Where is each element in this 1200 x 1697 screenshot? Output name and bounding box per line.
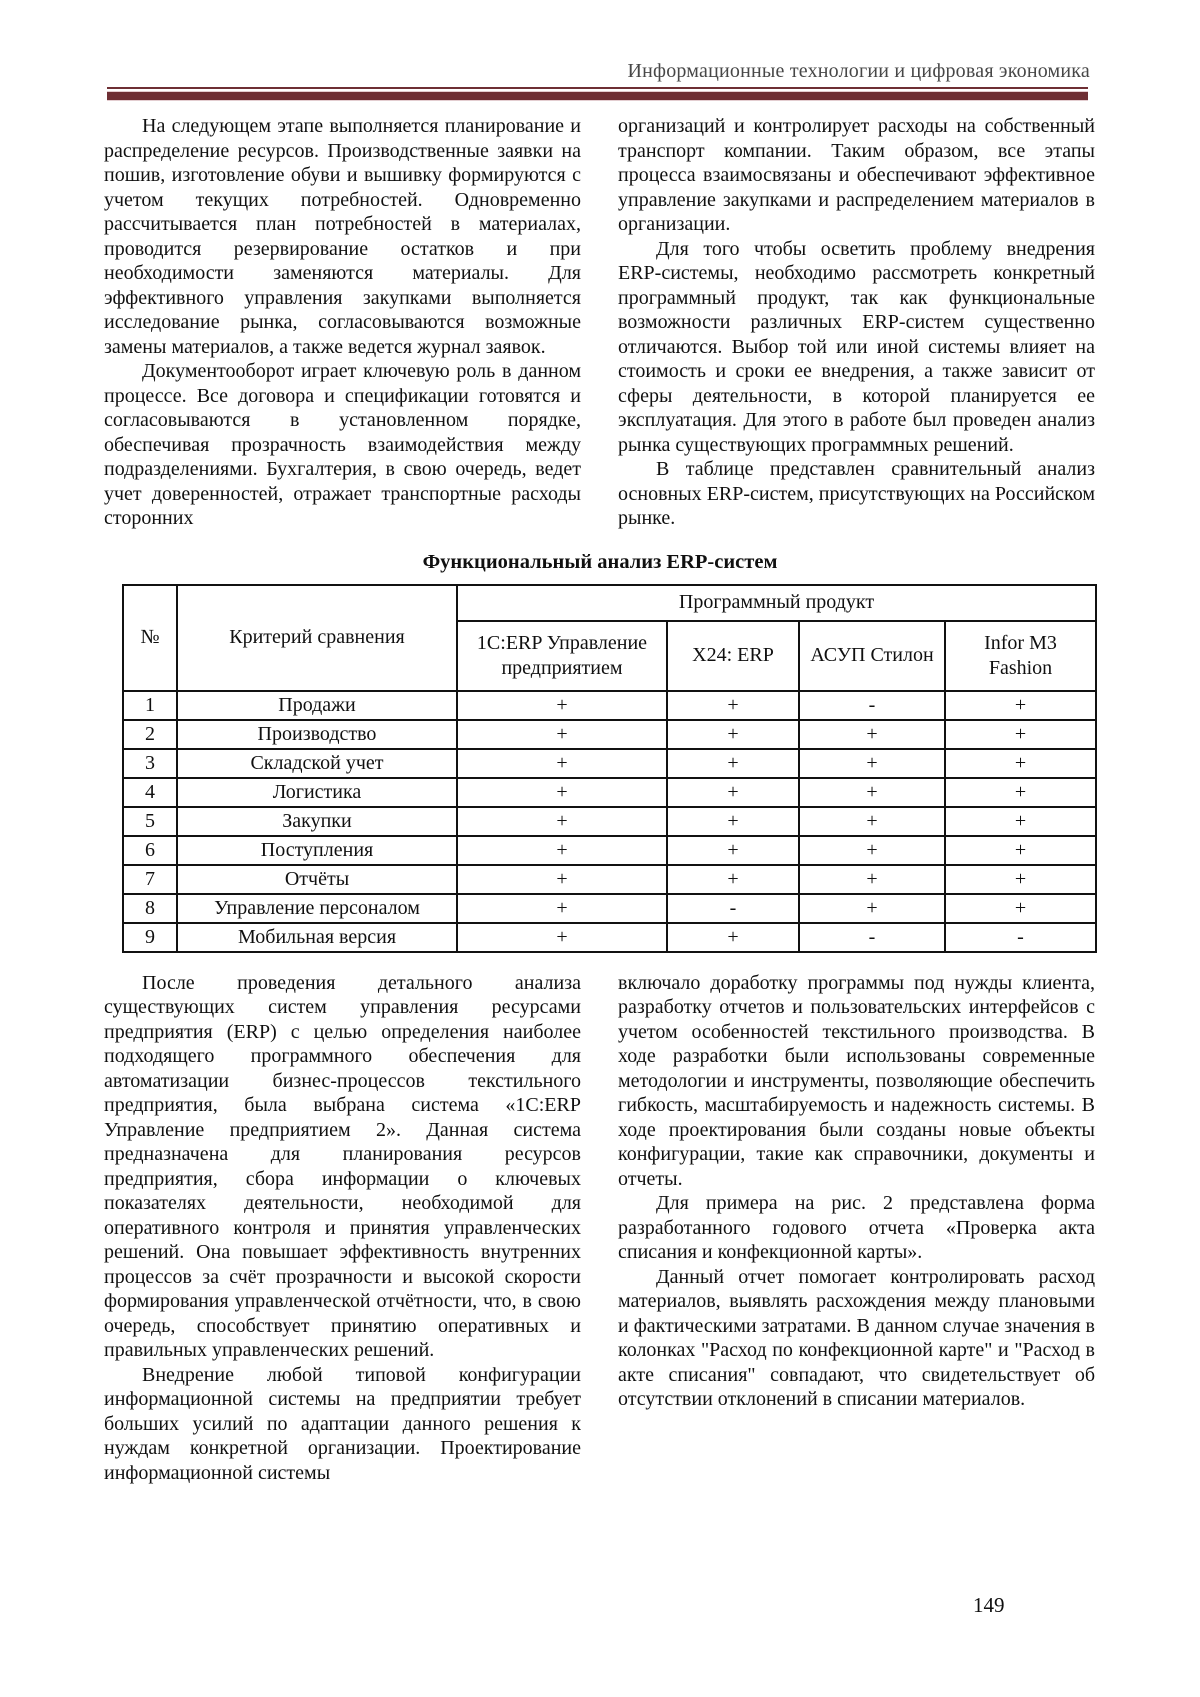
column-header-infor-m3: Infor M3 Fashion — [945, 621, 1096, 691]
top-right-column — [618, 114, 1095, 531]
table-row — [123, 836, 1096, 865]
table-cell: Поступления — [177, 836, 457, 865]
table-row — [123, 749, 1096, 778]
table-title: Функциональный анализ ERP-систем — [422, 550, 778, 573]
table-cell: + — [457, 691, 667, 720]
table-cell: 4 — [123, 778, 177, 807]
table-cell: - — [799, 923, 945, 952]
column-header-x24-erp: X24: ERP — [667, 621, 799, 691]
top-text-section — [104, 114, 1096, 531]
table-cell: + — [945, 691, 1096, 720]
table-cell: + — [667, 691, 799, 720]
table-cell: + — [667, 923, 799, 952]
table-cell: Складской учет — [177, 749, 457, 778]
table-cell: Логистика — [177, 778, 457, 807]
table-row — [123, 865, 1096, 894]
table-header-group-row — [123, 585, 1096, 621]
header-rule-thick-bar — [107, 91, 1088, 101]
table-cell: + — [457, 807, 667, 836]
header-rule — [107, 87, 1088, 101]
table-cell: + — [799, 865, 945, 894]
table-cell: 1 — [123, 691, 177, 720]
table-cell: + — [945, 894, 1096, 923]
column-header-1c-erp: 1С:ERP Управление предприятием — [457, 621, 667, 691]
table-cell: Производство — [177, 720, 457, 749]
table-cell: + — [457, 749, 667, 778]
table-cell: + — [457, 894, 667, 923]
table-cell: 6 — [123, 836, 177, 865]
table-cell: 9 — [123, 923, 177, 952]
paragraph: Данный отчет помогает контролировать расход материалов, выявлять расхождения между плановыми и фактическими затратами. В данном случае значения в колонках "Расход по конфекционной карте" и "Расход в акте списания" совпадают, что свидетельствует об отсутствии отклонений в списании материалов. — [618, 1265, 1095, 1410]
bottom-left-column — [104, 971, 581, 1486]
table-row — [123, 807, 1096, 836]
table-row — [123, 923, 1096, 952]
paragraph: Внедрение любой типовой конфигурации информационной системы на предприятии требует больших усилий по адаптации данного решения к нуждам конкретной организации. Проектирование информационной системы — [104, 1363, 581, 1484]
table-cell: Мобильная версия — [177, 923, 457, 952]
column-header-criterion: Критерий сравнения — [177, 585, 457, 691]
table-cell: + — [945, 807, 1096, 836]
table-cell: 5 — [123, 807, 177, 836]
table-row — [123, 778, 1096, 807]
bottom-text-section — [104, 971, 1096, 1486]
table-cell: 7 — [123, 865, 177, 894]
paragraph: Для того чтобы осветить проблему внедрения ERP-системы, необходимо рассмотреть конкретный программный продукт, так как функциональные возможности различных ERP-систем существенно отличаются. Выбор той или иной системы влияет на стоимость и сроки ее внедрения, а также зависит от сферы деятельности, в которой планируется ее эксплуатация. Для этого в работе был проведен анализ рынка существующих программных решений. — [618, 237, 1095, 456]
table-cell: Продажи — [177, 691, 457, 720]
table-cell: + — [799, 807, 945, 836]
bottom-right-column — [618, 971, 1095, 1486]
table-cell: Управление персоналом — [177, 894, 457, 923]
table-cell: + — [945, 720, 1096, 749]
table-cell: Отчёты — [177, 865, 457, 894]
running-head: Информационные технологии и цифровая экономика — [627, 60, 1090, 82]
paragraph: После проведения детального анализа существующих систем управления ресурсами предприятия (ERP) с целью определения наиболее подходящего программного обеспечения для автоматизации бизнес-процессов текстильного предприятия, была выбрана система «1С:ERP Управление предприятием 2». Данная система предназначена для планирования ресурсов предприятия, сбора информации о ключевых показателях деятельности, необходимой для оперативного контроля и принятия управленческих решений. Она повышает эффективность внутренних процессов за счёт прозрачности и высокой скорости формирования управленческой отчётности, что, в свою очередь, способствует принятию оперативных и правильных управленческих решений. — [104, 971, 581, 1361]
table-cell: + — [457, 865, 667, 894]
table-cell: - — [667, 894, 799, 923]
table-cell: + — [667, 807, 799, 836]
paragraph: включало доработку программы под нужды клиента, разработку отчетов и пользовательских интерфейсов с учетом особенностей текстильного производства. В ходе разработки были использованы современные методологии и инструменты, позволяющие обеспечить гибкость, масштабируемость и надежность системы. В ходе проектирования были созданы новые объекты конфигурации, такие как справочники, документы и отчеты. — [618, 971, 1095, 1190]
column-header-number: № — [123, 585, 177, 691]
table-cell: + — [799, 749, 945, 778]
table-row — [123, 894, 1096, 923]
top-left-column — [104, 114, 581, 531]
table-cell: + — [667, 749, 799, 778]
erp-comparison-table — [122, 584, 1097, 953]
table-cell: 2 — [123, 720, 177, 749]
paragraph: организаций и контролирует расходы на собственный транспорт компании. Таким образом, все этапы процесса взаимосвязаны и обеспечивают эффективное управление закупками и распределением материалов в организации. — [618, 115, 1095, 235]
paragraph: В таблице представлен сравнительный анализ основных ERP-систем, присутствующих на Российском рынке. — [618, 458, 1095, 529]
table-cell: + — [667, 720, 799, 749]
table-cell: Закупки — [177, 807, 457, 836]
table-cell: + — [457, 836, 667, 865]
paragraph: На следующем этапе выполняется планирование и распределение ресурсов. Производственные заявки на пошив, изготовление обуви и вышивку формируются с учетом текущих потребностей. Одновременно рассчитывается план потребностей в материалах, проводится резервирование остатков и при необходимости заменяются материалы. Для эффективного управления закупками выполняется исследование рынка, согласовываются возможные замены материалов, а также ведется журнал заявок. — [104, 115, 581, 358]
table-cell: + — [945, 836, 1096, 865]
table-row — [123, 691, 1096, 720]
table-cell: + — [457, 923, 667, 952]
paragraph: Для примера на рис. 2 представлена форма разработанного годового отчета «Проверка акта списания и конфекционной карты». — [618, 1192, 1095, 1263]
table-cell: - — [799, 691, 945, 720]
table-cell: + — [945, 865, 1096, 894]
table-cell: 3 — [123, 749, 177, 778]
table-cell: + — [799, 720, 945, 749]
page-content — [104, 114, 1096, 1485]
table-cell: + — [667, 836, 799, 865]
table-row — [123, 720, 1096, 749]
table-cell: + — [799, 778, 945, 807]
table-cell: + — [945, 749, 1096, 778]
table-cell: + — [457, 778, 667, 807]
column-header-asup-stilon: АСУП Стилон — [799, 621, 945, 691]
table-cell: - — [945, 923, 1096, 952]
table-cell: + — [799, 836, 945, 865]
table-cell: + — [945, 778, 1096, 807]
table-cell: + — [667, 865, 799, 894]
table-cell: + — [667, 778, 799, 807]
page-number: 149 — [973, 1593, 1005, 1617]
table-cell: + — [799, 894, 945, 923]
table-cell: 8 — [123, 894, 177, 923]
paragraph: Документооборот играет ключевую роль в данном процессе. Все договора и спецификации готовятся и согласовываются в установленном порядке, обеспечивая прозрачность взаимодействия между подразделениями. Бухгалтерия, в свою очередь, ведет учет доверенностей, отражает транспортные расходы сторонних — [104, 360, 581, 529]
table-cell: + — [457, 720, 667, 749]
column-group-header-product: Программный продукт — [457, 585, 1096, 621]
